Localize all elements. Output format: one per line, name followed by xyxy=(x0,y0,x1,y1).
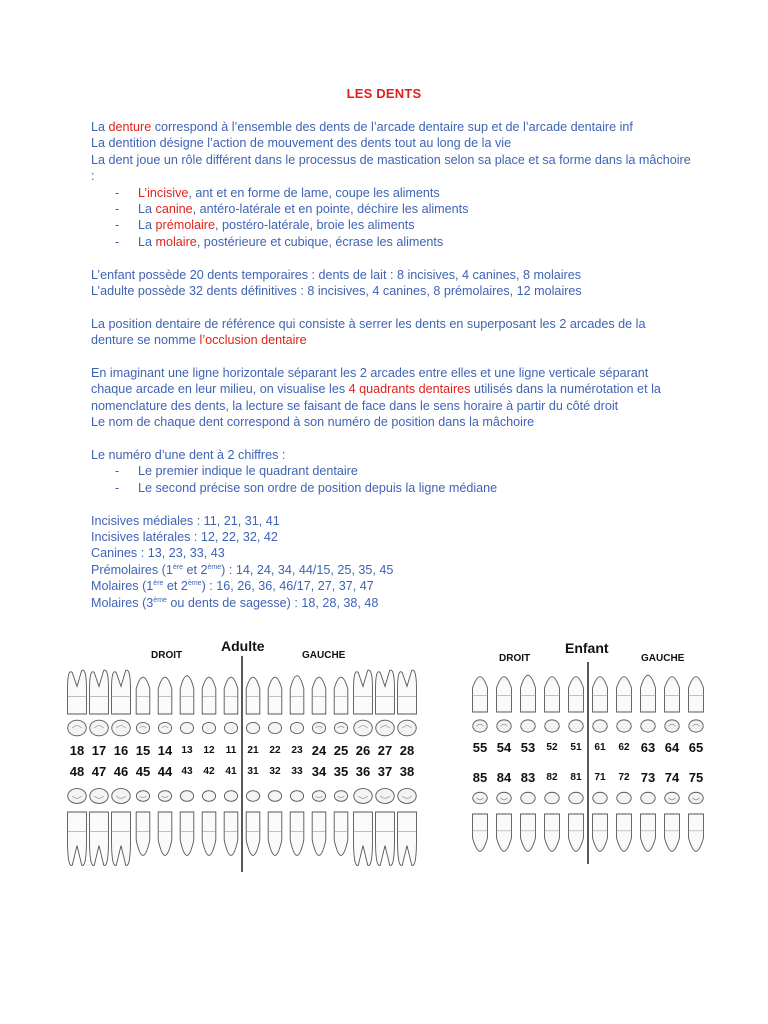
tooth-46 xyxy=(112,789,131,866)
tooth-54 xyxy=(497,677,512,732)
tooth-number-35: 35 xyxy=(333,764,349,779)
occlusion-paragraph xyxy=(91,316,691,349)
tooth-34 xyxy=(312,791,326,856)
child-teeth-drawing xyxy=(468,640,708,870)
tooth-number-51: 51 xyxy=(570,742,582,754)
tooth-28 xyxy=(398,670,417,736)
child-left-label: GAUCHE xyxy=(641,653,685,664)
tooth-84 xyxy=(497,792,512,851)
tooth-number-37: 37 xyxy=(377,764,393,779)
bullet-text: Le premier indique le quadrant dentaire xyxy=(138,464,358,479)
adult-right-label: DROIT xyxy=(151,650,183,661)
occlusion-text: La position dentaire de référence qui consiste à serrer les dents en superposant les 2 arcades de la denture se nomme xyxy=(91,316,646,348)
tooth-number-71: 71 xyxy=(594,772,606,784)
tooth-number-63: 63 xyxy=(640,740,656,755)
tooth-number-32: 32 xyxy=(269,766,281,778)
superscript: ème xyxy=(207,563,222,571)
bullet-text: , ant et en forme de lame, coupe les aliments xyxy=(188,185,440,200)
list-incisives-laterales: Incisives latérales : 12, 22, 32, 42 xyxy=(91,530,278,545)
tooth-number-55: 55 xyxy=(472,740,488,755)
tooth-number-54: 54 xyxy=(496,740,512,755)
tooth-27 xyxy=(376,670,395,736)
tooth-number-64: 64 xyxy=(664,740,680,755)
tooth-85 xyxy=(473,792,488,851)
tooth-17 xyxy=(90,670,109,736)
tooth-41 xyxy=(224,791,238,856)
tooth-number-65: 65 xyxy=(688,740,704,755)
tooth-43 xyxy=(180,791,194,856)
bullet-text: , postéro-latérale, broie les aliments xyxy=(215,218,415,233)
tooth-name-note: Le nom de chaque dent correspond à son numéro de position dans la mâchoire xyxy=(91,415,535,430)
tooth-number-45: 45 xyxy=(135,764,151,779)
tooth-48 xyxy=(68,789,87,866)
intro-text: correspond à l’ensemble des dents de l’arcade dentaire sup et de l’arcade dentaire inf xyxy=(151,120,633,134)
tooth-63 xyxy=(641,675,656,732)
tooth-61 xyxy=(593,677,608,732)
term-incisive: L’incisive xyxy=(138,185,189,200)
quadrants-text: En imaginant une ligne horizontale séparant les 2 arcades entre elles et une ligne verticale séparant chaque arcade en leur milieu, on visualise les xyxy=(91,366,649,397)
tooth-number-73: 73 xyxy=(640,770,656,785)
tooth-number-83: 83 xyxy=(520,770,536,785)
tooth-65 xyxy=(689,677,704,732)
tooth-45 xyxy=(136,791,150,856)
tooth-73 xyxy=(641,792,656,851)
tooth-15 xyxy=(136,677,150,733)
tooth-11 xyxy=(224,677,238,733)
term-occlusion: l’occlusion dentaire xyxy=(199,333,307,348)
list-incisives-mediales: Incisives médiales : 11, 21, 31, 41 xyxy=(91,513,280,528)
adult-dental-chart xyxy=(66,636,418,876)
superscript: ème xyxy=(153,596,167,604)
tooth-number-17: 17 xyxy=(91,743,107,758)
tooth-62 xyxy=(617,677,632,732)
list-canines: Canines : 13, 23, 33, 43 xyxy=(91,546,225,561)
list-text: ) : 14, 24, 34, 44/15, 25, 35, 45 xyxy=(221,562,394,577)
list-premolaires xyxy=(91,562,691,578)
term-quadrants: 4 quadrants dentaires xyxy=(348,382,471,397)
tooth-51 xyxy=(569,677,584,732)
tooth-number-47: 47 xyxy=(91,764,107,779)
tooth-number-12: 12 xyxy=(203,745,215,757)
bullet-text: , postérieure et cubique, écrase les aliments xyxy=(196,234,444,249)
tooth-38 xyxy=(398,789,417,866)
tooth-number-74: 74 xyxy=(664,770,680,785)
tooth-number-38: 38 xyxy=(399,764,415,779)
tooth-14 xyxy=(158,677,172,733)
tooth-32 xyxy=(268,791,282,856)
tooth-number-53: 53 xyxy=(520,740,536,755)
tooth-75 xyxy=(689,792,704,851)
tooth-number-14: 14 xyxy=(157,743,173,758)
tooth-81 xyxy=(569,792,584,851)
tooth-number-28: 28 xyxy=(399,743,415,758)
numbering-intro: Le numéro d’une dent à 2 chiffres : xyxy=(91,448,286,463)
tooth-number-23: 23 xyxy=(291,745,303,757)
intro-line-dentition: La dentition désigne l’action de mouvement des dents tout au long de la vie xyxy=(91,136,512,151)
bullet-text: La xyxy=(138,202,156,217)
tooth-number-26: 26 xyxy=(355,743,371,758)
tooth-type-incisive: - L’incisive, ant et en forme de lame, coupe les aliments xyxy=(115,185,440,200)
tooth-24 xyxy=(312,677,326,733)
count-adult: L’adulte possède 32 dents définitives : 8 incisives, 4 canines, 8 prémolaires, 12 molaires xyxy=(91,284,582,299)
tooth-number-15: 15 xyxy=(135,743,151,758)
tooth-number-48: 48 xyxy=(69,764,85,779)
tooth-number-33: 33 xyxy=(291,766,303,778)
tooth-33 xyxy=(290,791,304,856)
tooth-number-72: 72 xyxy=(618,772,630,784)
list-molaires-sagesse xyxy=(91,595,691,611)
tooth-number-16: 16 xyxy=(113,743,129,758)
tooth-36 xyxy=(354,789,373,866)
bullet-text: Le second précise son ordre de position depuis la ligne médiane xyxy=(138,480,498,495)
tooth-number-62: 62 xyxy=(618,742,630,754)
tooth-number-84: 84 xyxy=(496,770,512,785)
tooth-37 xyxy=(376,789,395,866)
superscript: ère xyxy=(153,580,164,588)
adult-left-label: GAUCHE xyxy=(302,650,346,661)
tooth-number-81: 81 xyxy=(570,772,582,784)
list-text: et 2 xyxy=(163,579,188,594)
tooth-number-24: 24 xyxy=(311,743,327,758)
tooth-number-42: 42 xyxy=(203,766,215,778)
tooth-21 xyxy=(246,677,260,733)
tooth-number-27: 27 xyxy=(377,743,393,758)
tooth-number-46: 46 xyxy=(113,764,129,779)
tooth-22 xyxy=(268,677,282,733)
child-right-label: DROIT xyxy=(499,653,531,664)
quadrants-text: utilisés dans la numérotation et la nomenclature des dents, la lecture se faisant de face dans le sens horaire à partir du côté droit xyxy=(91,382,661,413)
term-premolaire: prémolaire xyxy=(155,218,216,233)
superscript: ère xyxy=(172,563,184,571)
tooth-72 xyxy=(617,792,632,851)
tooth-74 xyxy=(665,792,680,851)
superscript: ème xyxy=(187,580,202,588)
list-text: ) : 16, 26, 36, 46/17, 27, 37, 47 xyxy=(201,579,374,594)
tooth-number-31: 31 xyxy=(247,766,259,778)
list-text: Molaires (1 xyxy=(91,579,154,594)
term-canine: canine xyxy=(155,202,193,217)
tooth-52 xyxy=(545,677,560,732)
tooth-number-21: 21 xyxy=(247,745,259,757)
intro-section xyxy=(91,119,691,611)
page-title: LES DENTS xyxy=(346,86,422,101)
tooth-82 xyxy=(545,792,560,851)
tooth-number-13: 13 xyxy=(181,745,193,757)
list-molaires xyxy=(91,578,691,594)
tooth-number-34: 34 xyxy=(311,764,327,779)
tooth-13 xyxy=(180,676,194,734)
tooth-71 xyxy=(593,792,608,851)
tooth-number-25: 25 xyxy=(333,743,349,758)
tooth-18 xyxy=(68,670,87,736)
adult-heading: Adulte xyxy=(221,638,265,654)
count-child: L’enfant possède 20 dents temporaires : dents de lait : 8 incisives, 4 canines, 8 molaires xyxy=(91,267,582,282)
tooth-number-18: 18 xyxy=(69,743,85,758)
list-text: et 2 xyxy=(183,562,208,577)
list-text: Prémolaires (1 xyxy=(91,562,173,577)
tooth-number-44: 44 xyxy=(157,764,173,779)
tooth-64 xyxy=(665,677,680,732)
term-molaire: molaire xyxy=(155,234,197,249)
tooth-44 xyxy=(158,791,172,856)
list-text: Molaires (3 xyxy=(91,595,154,610)
tooth-55 xyxy=(473,677,488,732)
tooth-number-22: 22 xyxy=(269,745,281,757)
bullet-text: La xyxy=(138,218,156,233)
child-dental-chart xyxy=(468,640,708,870)
tooth-47 xyxy=(90,789,109,866)
tooth-35 xyxy=(334,791,348,856)
tooth-number-82: 82 xyxy=(546,772,558,784)
numbering-bullet-2: - Le second précise son ordre de position depuis la ligne médiane xyxy=(115,480,498,495)
tooth-number-36: 36 xyxy=(355,764,371,779)
tooth-type-molaire: - La molaire, postérieure et cubique, écrase les aliments xyxy=(115,234,444,249)
tooth-number-11: 11 xyxy=(225,745,237,757)
tooth-26 xyxy=(354,670,373,736)
tooth-53 xyxy=(521,675,536,732)
tooth-number-75: 75 xyxy=(688,770,704,785)
tooth-31 xyxy=(246,791,260,856)
tooth-number-41: 41 xyxy=(225,766,237,778)
term-denture: denture xyxy=(108,120,152,134)
tooth-16 xyxy=(112,670,131,736)
tooth-number-61: 61 xyxy=(594,742,606,754)
tooth-number-85: 85 xyxy=(472,770,488,785)
numbering-bullet-1: - Le premier indique le quadrant dentaire xyxy=(115,464,358,479)
tooth-number-43: 43 xyxy=(181,766,193,778)
tooth-25 xyxy=(334,677,348,733)
tooth-number-52: 52 xyxy=(546,742,558,754)
tooth-type-canine: - La canine, antéro-latérale et en pointe, déchire les aliments xyxy=(115,202,469,217)
tooth-12 xyxy=(202,677,216,733)
tooth-83 xyxy=(521,792,536,851)
tooth-type-premolaire: - La prémolaire, postéro-latérale, broie les aliments xyxy=(115,218,415,233)
quadrants-paragraph xyxy=(91,365,691,414)
bullet-text: La xyxy=(138,234,156,249)
child-heading: Enfant xyxy=(565,640,609,656)
tooth-42 xyxy=(202,791,216,856)
intro-text: La xyxy=(91,120,109,134)
intro-line-mastication: La dent joue un rôle différent dans le processus de mastication selon sa place et sa forme dans la mâchoire : xyxy=(91,152,691,184)
bullet-text: , antéro-latérale et en pointe, déchire les aliments xyxy=(192,202,469,217)
list-text: ou dents de sagesse) : 18, 28, 38, 48 xyxy=(166,595,379,610)
tooth-23 xyxy=(290,676,304,734)
intro-line-denture xyxy=(91,119,691,135)
